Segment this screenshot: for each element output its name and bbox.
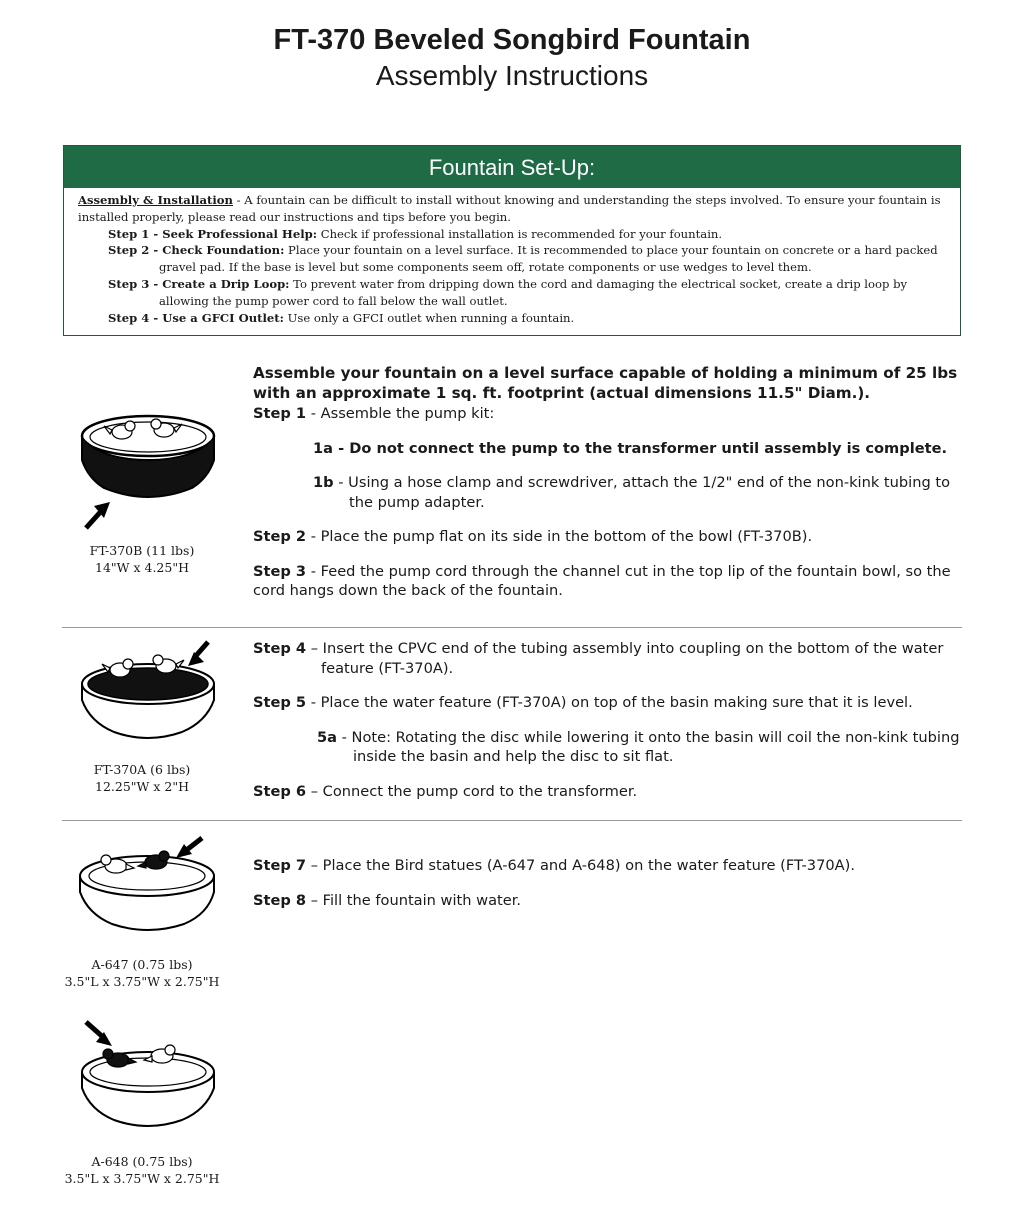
setup-step-2-label: Check Foundation: <box>162 243 285 258</box>
step-3-text: - Feed the pump cord through the channel cut in the top lip of the fountain bowl, so the cord hangs down the back of the fountain. <box>253 562 951 599</box>
step-7 <box>253 856 963 876</box>
setup-step-1-label: Seek Professional Help: <box>162 226 318 241</box>
step-2-label: Step 2 <box>253 528 307 545</box>
document-subtitle: Assembly Instructions <box>375 60 649 91</box>
assembly-intro: Assemble your fountain on a level surface capable of holding a minimum of 25 lbs with an approximate 1 sq. ft. footprint (actual dimensions 11.5" Diam.). <box>253 364 958 402</box>
setup-step-3-text: To prevent water from dripping down the cord and damaging the electrical socket, create a drip loop by allowing the pump power cord to fall below the wall outlet. <box>159 276 908 308</box>
setup-step-3 <box>78 276 946 310</box>
section-3-steps <box>253 856 963 910</box>
ft-370b-caption-name: FT-370B (11 lbs) <box>89 543 195 558</box>
ft-370a-caption-name: FT-370A (6 lbs) <box>93 762 191 777</box>
step-2 <box>253 527 963 547</box>
ft-370a-caption <box>32 762 252 795</box>
setup-heading: Fountain Set-Up: <box>64 146 960 188</box>
ft-370a-illustration <box>74 636 224 756</box>
step-4-text: – Insert the CPVC end of the tubing assembly into coupling on the bottom of the water feature (FT-370A). <box>306 640 944 677</box>
step-1a <box>253 439 963 459</box>
setup-intro-text: - A fountain can be difficult to install without knowing and understanding the steps involved. To ensure your fountain is installed properly, please read our instructions and tips before you begin. <box>78 193 941 224</box>
step-3 <box>253 562 963 601</box>
setup-step-1-text: Check if professional installation is recommended for your fountain. <box>317 226 723 241</box>
a-647-caption-dims: 3.5"L x 3.75"W x 2.75"H <box>64 973 220 989</box>
section-2-steps <box>253 639 963 801</box>
a-648-caption <box>32 1154 252 1187</box>
setup-step-2 <box>78 242 946 276</box>
setup-step-3-prefix: Step 3 - <box>108 276 163 291</box>
step-1b-label: 1b <box>313 474 334 491</box>
a-647-caption-name: A-647 (0.75 lbs) <box>91 957 193 972</box>
step-6-text: – Connect the pump cord to the transformer. <box>306 782 638 800</box>
setup-step-4 <box>78 310 946 327</box>
step-1b <box>253 473 963 512</box>
setup-step-4-text: Use only a GFCI outlet when running a fountain. <box>283 310 575 325</box>
step-6 <box>253 782 963 802</box>
step-8-label: Step 8 <box>253 891 307 909</box>
step-1a-label: 1a <box>313 439 334 457</box>
step-1-label: Step 1 <box>253 405 307 422</box>
ft-370a-caption-dims: 12.25"W x 2"H <box>95 778 189 794</box>
step-1b-text: - Using a hose clamp and screwdriver, attach the 1/2" end of the non-kink tubing to the pump adapter. <box>333 474 951 511</box>
setup-step-3-label: Create a Drip Loop: <box>162 276 290 291</box>
a-648-illustration <box>74 1016 224 1138</box>
step-7-text: – Place the Bird statues (A-647 and A-648) on the water feature (FT-370A). <box>306 857 855 874</box>
a-647-illustration <box>74 832 224 944</box>
setup-step-4-prefix: Step 4 - <box>108 310 163 325</box>
step-8 <box>253 891 963 911</box>
ft-370b-caption <box>32 543 252 576</box>
setup-step-4-label: Use a GFCI Outlet: <box>162 310 284 325</box>
setup-box <box>63 145 961 336</box>
setup-body <box>64 188 960 326</box>
ft-370b-illustration <box>74 408 224 533</box>
section-divider-2 <box>62 820 962 821</box>
setup-step-1 <box>78 226 946 243</box>
setup-step-1-prefix: Step 1 - <box>108 226 163 241</box>
step-7-label: Step 7 <box>253 857 307 874</box>
step-4-label: Step 4 <box>253 640 307 657</box>
step-5-label: Step 5 <box>253 694 307 711</box>
section-1-steps <box>253 404 963 601</box>
a-648-caption-name: A-648 (0.75 lbs) <box>91 1154 193 1169</box>
a-648-caption-dims: 3.5"L x 3.75"W x 2.75"H <box>64 1170 220 1186</box>
document-title: FT-370 Beveled Songbird Fountain <box>273 24 751 56</box>
step-5 <box>253 693 963 713</box>
step-1a-text: - Do not connect the pump to the transformer until assembly is complete. <box>333 439 948 457</box>
a-647-caption <box>32 957 252 990</box>
setup-step-2-prefix: Step 2 - <box>108 243 163 258</box>
step-1-text: - Assemble the pump kit: <box>306 405 495 422</box>
step-2-text: - Place the pump flat on its side in the bottom of the bowl (FT-370B). <box>306 528 813 545</box>
ft-370b-caption-dims: 14"W x 4.25"H <box>95 559 189 575</box>
step-4 <box>253 639 963 678</box>
step-6-label: Step 6 <box>253 782 307 800</box>
setup-step-2-text: Place your fountain on a level surface. It is recommended to place your fountain on concrete or a hard packed gravel pad. If the base is level but some components seem off, rotate components or use wedges to level them. <box>159 243 938 275</box>
setup-intro <box>78 192 946 226</box>
section-divider-1 <box>62 627 962 628</box>
step-5a-label: 5a <box>317 728 338 746</box>
setup-intro-label: Assembly & Installation <box>78 193 233 207</box>
step-5a-text: - Note: Rotating the disc while lowering it onto the basin will coil the non-kink tubing inside the basin and help the disc to sit flat. <box>337 728 960 765</box>
step-5a <box>253 728 963 767</box>
step-1 <box>253 404 963 424</box>
step-3-label: Step 3 <box>253 562 307 580</box>
step-8-text: – Fill the fountain with water. <box>306 891 522 909</box>
step-5-text: - Place the water feature (FT-370A) on top of the basin making sure that it is level. <box>306 694 913 711</box>
